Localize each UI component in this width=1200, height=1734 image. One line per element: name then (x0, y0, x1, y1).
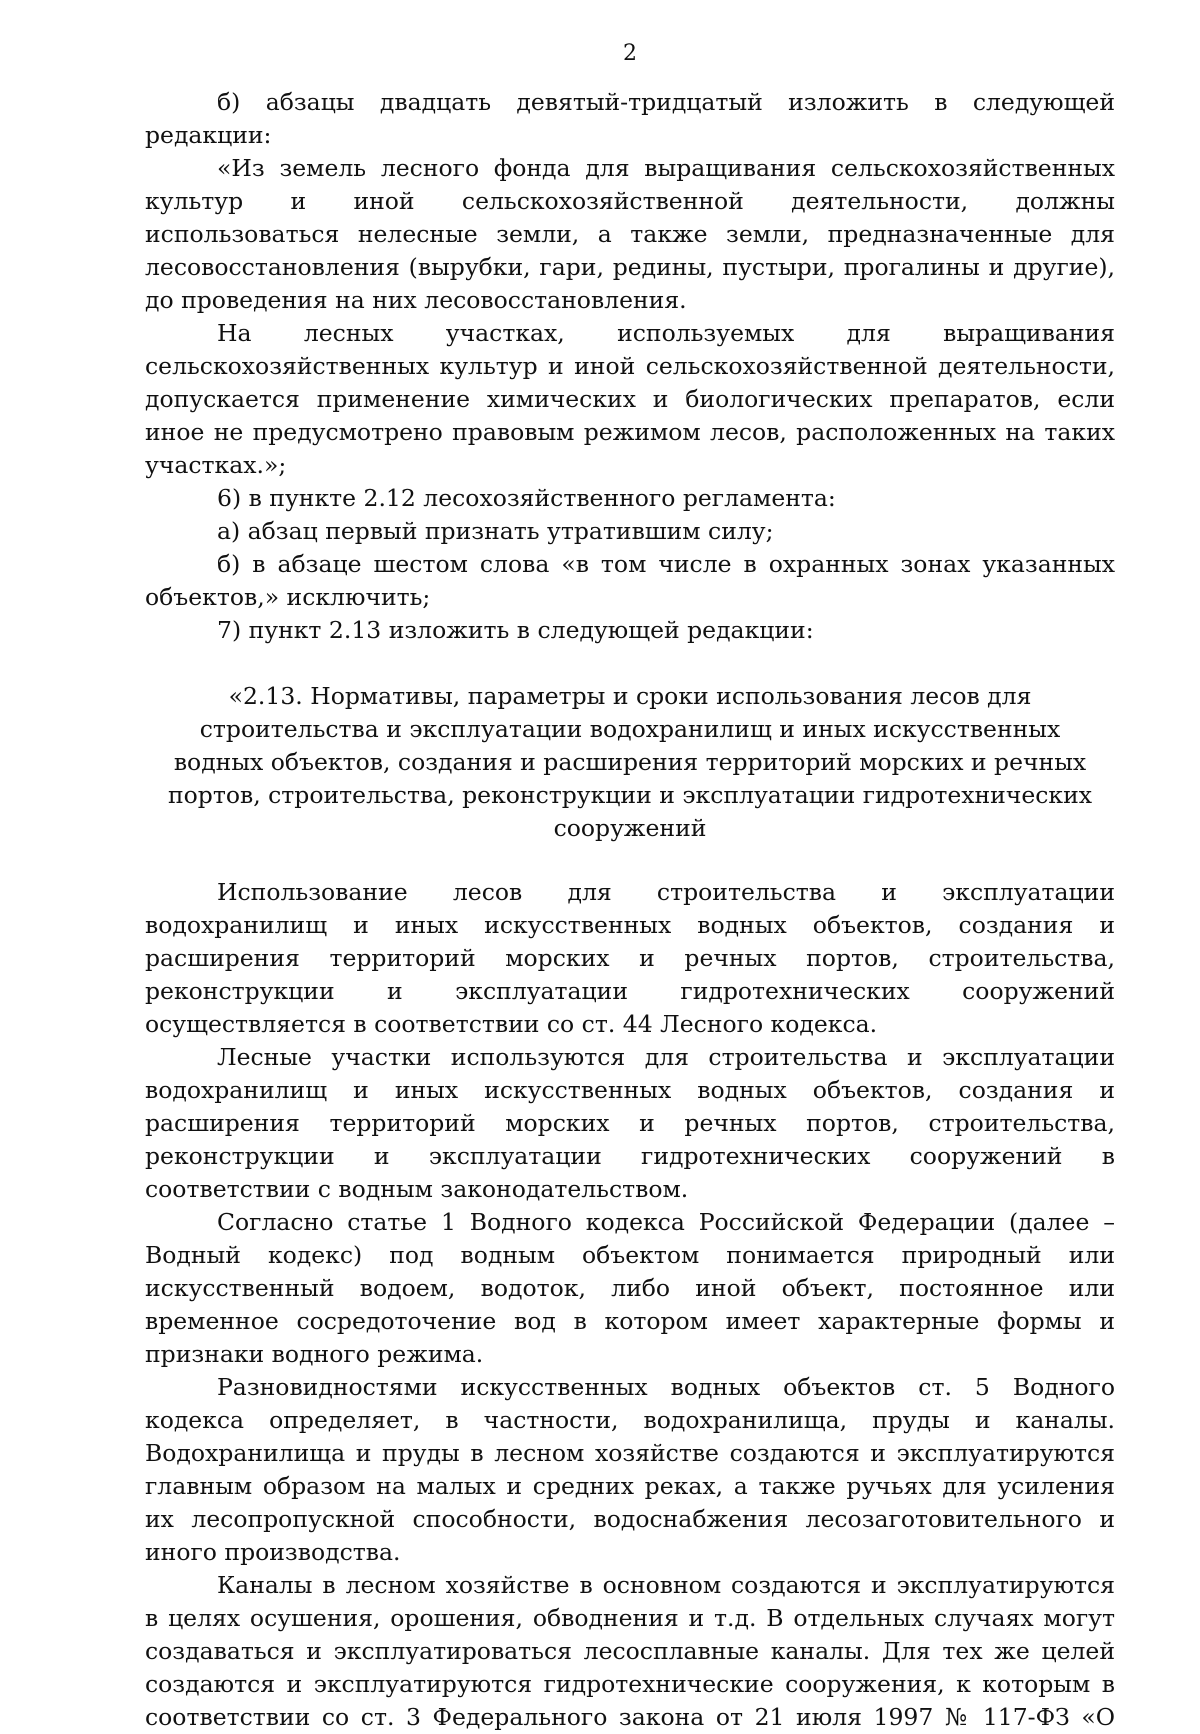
paragraph-item-7: 7) пункт 2.13 изложить в следующей редакции: (217, 616, 814, 644)
document-page (145, 0, 1115, 1731)
paragraph-artificial-water-bodies: Разновидностями искусственных водных объектов ст. 5 Водного кодекса определяет, в частности, водохранилища, пруды и каналы. Водохранилища и пруды в лесном хозяйстве создаются и эксплуатируются главным образом на малых и средних реках, а также ручьях для усиления их лесопропускной способности, водоснабжения лесозаготовительного и иного производства. (145, 1373, 1115, 1566)
section-heading: «2.13. Нормативы, параметры и сроки использования лесов для строительства и эксплуатации водохранилищ и иных искусственных водных объектов, создания и расширения территорий морских и речных портов, строительства, реконструкции и эксплуатации гидротехнических сооружений (167, 682, 1093, 842)
paragraph-forest-use-article-44: Использование лесов для строительства и эксплуатации водохранилищ и иных искусственных водных объектов, создания и расширения территорий морских и речных портов, строительства, реконструкции и эксплуатации гидротехнических сооружений осуществляется в соответствии со ст. 44 Лесного кодекса. (145, 878, 1115, 1038)
paragraph-canals: Каналы в лесном хозяйстве в основном создаются и эксплуатируются в целях осушения, орошения, обводнения и т.д. В отдельных случаях могут создаваться и эксплуатироваться лесосплавные каналы. Для тех же целей создаются и эксплуатируются гидротехнические сооружения, к которым в соответствии со ст. 3 Федерального закона от 21 июля 1997 № 117-ФЗ «О (145, 1571, 1115, 1731)
paragraph-forest-plots-water-law: Лесные участки используются для строительства и эксплуатации водохранилищ и иных искусственных водных объектов, создания и расширения территорий морских и речных портов, строительства, реконструкции и эксплуатации гидротехнических сооружений в соответствии с водным законодательством. (145, 1043, 1115, 1203)
paragraph-chemical-use: На лесных участках, используемых для выращивания сельскохозяйственных культур и иной сельскохозяйственной деятельности, допускается применение химических и биологических препаратов, если иное не предусмотрено правовым режимом лесов, расположенных на таких участках.»; (145, 319, 1115, 479)
page-number: 2 (623, 41, 637, 66)
paragraph-amendment-b: б) абзацы двадцать девятый-тридцатый изложить в следующей редакции: (145, 88, 1115, 149)
paragraph-quoted-land-use: «Из земель лесного фонда для выращивания сельскохозяйственных культур и иной сельскохозяйственной деятельности, должны использоваться нелесные земли, а также земли, предназначенные для лесовосстановления (вырубки, гари, редины, пустыри, прогалины и другие), до проведения на них лесовосстановления. (145, 154, 1115, 314)
paragraph-item-6b: б) в абзаце шестом слова «в том числе в охранных зонах указанных объектов,» исключить; (145, 550, 1115, 611)
paragraph-water-code-definition: Согласно статье 1 Водного кодекса Российской Федерации (далее – Водный кодекс) под водным объектом понимается природный или искусственный водоем, водоток, либо иной объект, постоянное или временное сосредоточение вод в котором имеет характерные формы и признаки водного режима. (145, 1208, 1115, 1368)
paragraph-item-6: 6) в пункте 2.12 лесохозяйственного регламента: (217, 484, 836, 512)
spacer (145, 845, 1115, 876)
document-body (145, 86, 1115, 1734)
spacer (145, 647, 1115, 680)
paragraph-item-6a: а) абзац первый признать утратившим силу; (217, 517, 774, 545)
